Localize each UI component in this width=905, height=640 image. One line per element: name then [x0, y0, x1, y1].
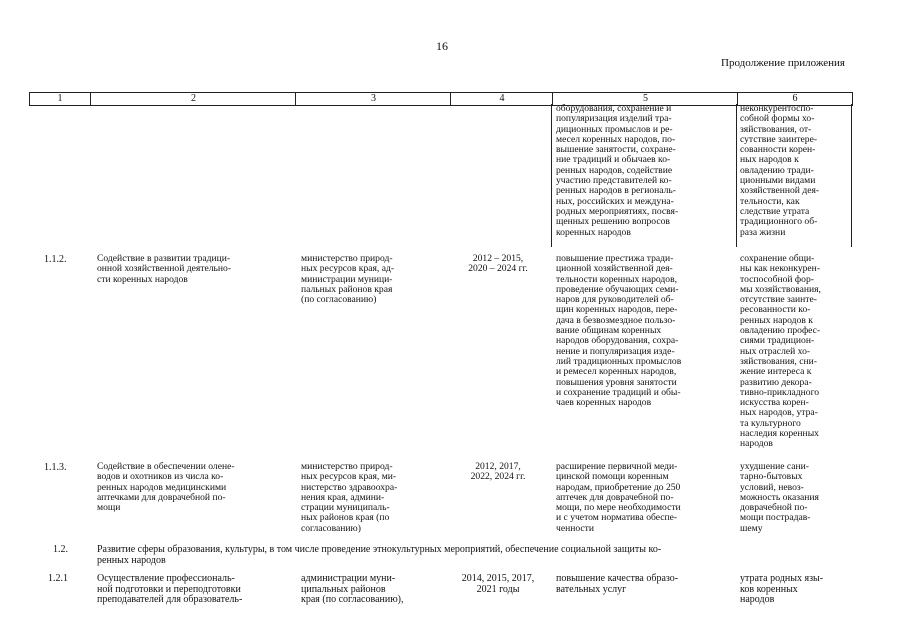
row-1-1-2-executor: министерство природ- ных ресурсов края, ад- министрации муници- пальных районов края (по согласованию)	[301, 253, 395, 306]
column-6-left-border	[736, 104, 737, 247]
row-1-1-3-period: 2012, 2017, 2022, 2024 гг.	[470, 461, 526, 483]
row-1-1-2-activity: Содействие в развитии традици- онной хозяйственной деятельно- сти коренных народов	[97, 253, 232, 285]
row-1-2-1-result: повышение качества образо- вательных услуг	[556, 573, 679, 595]
row-1-1-2-result: повышение престижа тради- ционной хозяйственной дея- тельности коренных народов, проведение обучающих семи- наров для руководителей об- щин коренных народов, пере- дача в безвозмездное пользо- вание общинам коренных народов оборудования, сохра- нение и популяризация изде- лий традиционных промыслов и ремесел коренных народов, повышения уровня занятости и сохранение традиций и обы- чаев коренных народов	[556, 253, 682, 409]
row-1-1-2-consequence: сохранение общи- ны как неконкурен- тоспособной фор- мы хозяйствования, отсутствие заинте- ресованности ко- ренных народов к овладению профес- сиями традицион- ных отраслей хо- зяйствования, сни- жение интереса к развитию декора- тивно-прикладного искусства корен- ных народов, утра- та культурного наследия коренных народов	[740, 253, 821, 450]
row-1-2-number: 1.2.	[53, 544, 68, 555]
header-col-5: 5	[552, 93, 738, 105]
header-col-4: 4	[450, 93, 553, 105]
header-col-2: 2	[90, 93, 296, 105]
row-1-2-1-activity: Осуществление профессиональ- ной подготовки и переподготовки преподавателей для образователь-	[97, 573, 243, 605]
row-1-2-1-number: 1.2.1	[48, 573, 68, 584]
row-1-1-3-activity: Содействие в обеспечении олене- водов и охотников из числа ко- ренных народов медицинскими аптечками для доврачебной по- мощи	[97, 461, 235, 514]
header-col-6: 6	[737, 93, 852, 105]
row-1-1-3-consequence: ухудшение сани- тарно-бытовых условий, невоз- можность оказания доврачебной по- мощи пострадав- шему	[740, 461, 819, 534]
row-1-1-3-executor: министерство природ- ных ресурсов края, ми- нистерство здравоохра- нения края, админи- страции муниципаль- ных районов края (по согласованию)	[301, 461, 398, 534]
row-1-1-2-period: 2012 – 2015, 2020 – 2024 гг.	[468, 253, 528, 275]
row-1-2-1-consequence: утрата родных язы- ков коренных народов	[740, 573, 824, 605]
header-col-3: 3	[295, 93, 451, 105]
header-col-1: 1	[57, 93, 63, 104]
column-5-left-border	[551, 104, 552, 247]
continuation-label: Продолжение приложения	[721, 57, 845, 69]
row-1-2-section-title: Развитие сферы образования, культуры, в том числе проведение этнокультурных мероприятий, обеспечение социальной защиты ко- ренных народов	[97, 544, 662, 566]
row-1-1-2-number: 1.1.2.	[44, 254, 67, 265]
row-1-1-3-number: 1.1.3.	[44, 462, 67, 473]
continued-cell-6: неконкурентоспо- собной формы хо- зяйствования, от- сутствие заинтере- сованности корен- ных народов к овладению тради- ционными видами хозяйственной дея- тельности, как следствие утрата традиционного об- раза жизни	[740, 103, 820, 238]
page-number: 16	[436, 39, 448, 53]
column-6-right-border	[851, 104, 852, 247]
continued-cell-5: оборудования, сохранение и популяризация изделий тра- диционных промыслов и ре- месел коренных народов, по- вышение занятости, сохране- ние традиций и обычаев ко- ренных народов, содействие участию представителей ко- ренных народов в региональ- ных, российских и междуна- родных мероприятиях, посвя- щенных решению вопросов коренных народов	[556, 103, 679, 238]
row-1-2-1-period: 2014, 2015, 2017, 2021 годы	[461, 573, 535, 595]
row-1-1-3-result: расширение первичной меди- цинской помощи коренным народам, приобретение до 250 аптечек для доврачебной по- мощи, по мере необходимости и с учетом норматива обеспе- ченности	[556, 461, 681, 534]
row-1-2-1-executor: администрации муни- ципальных районов края (по согласованию),	[301, 573, 404, 605]
table-header-row	[29, 92, 853, 106]
